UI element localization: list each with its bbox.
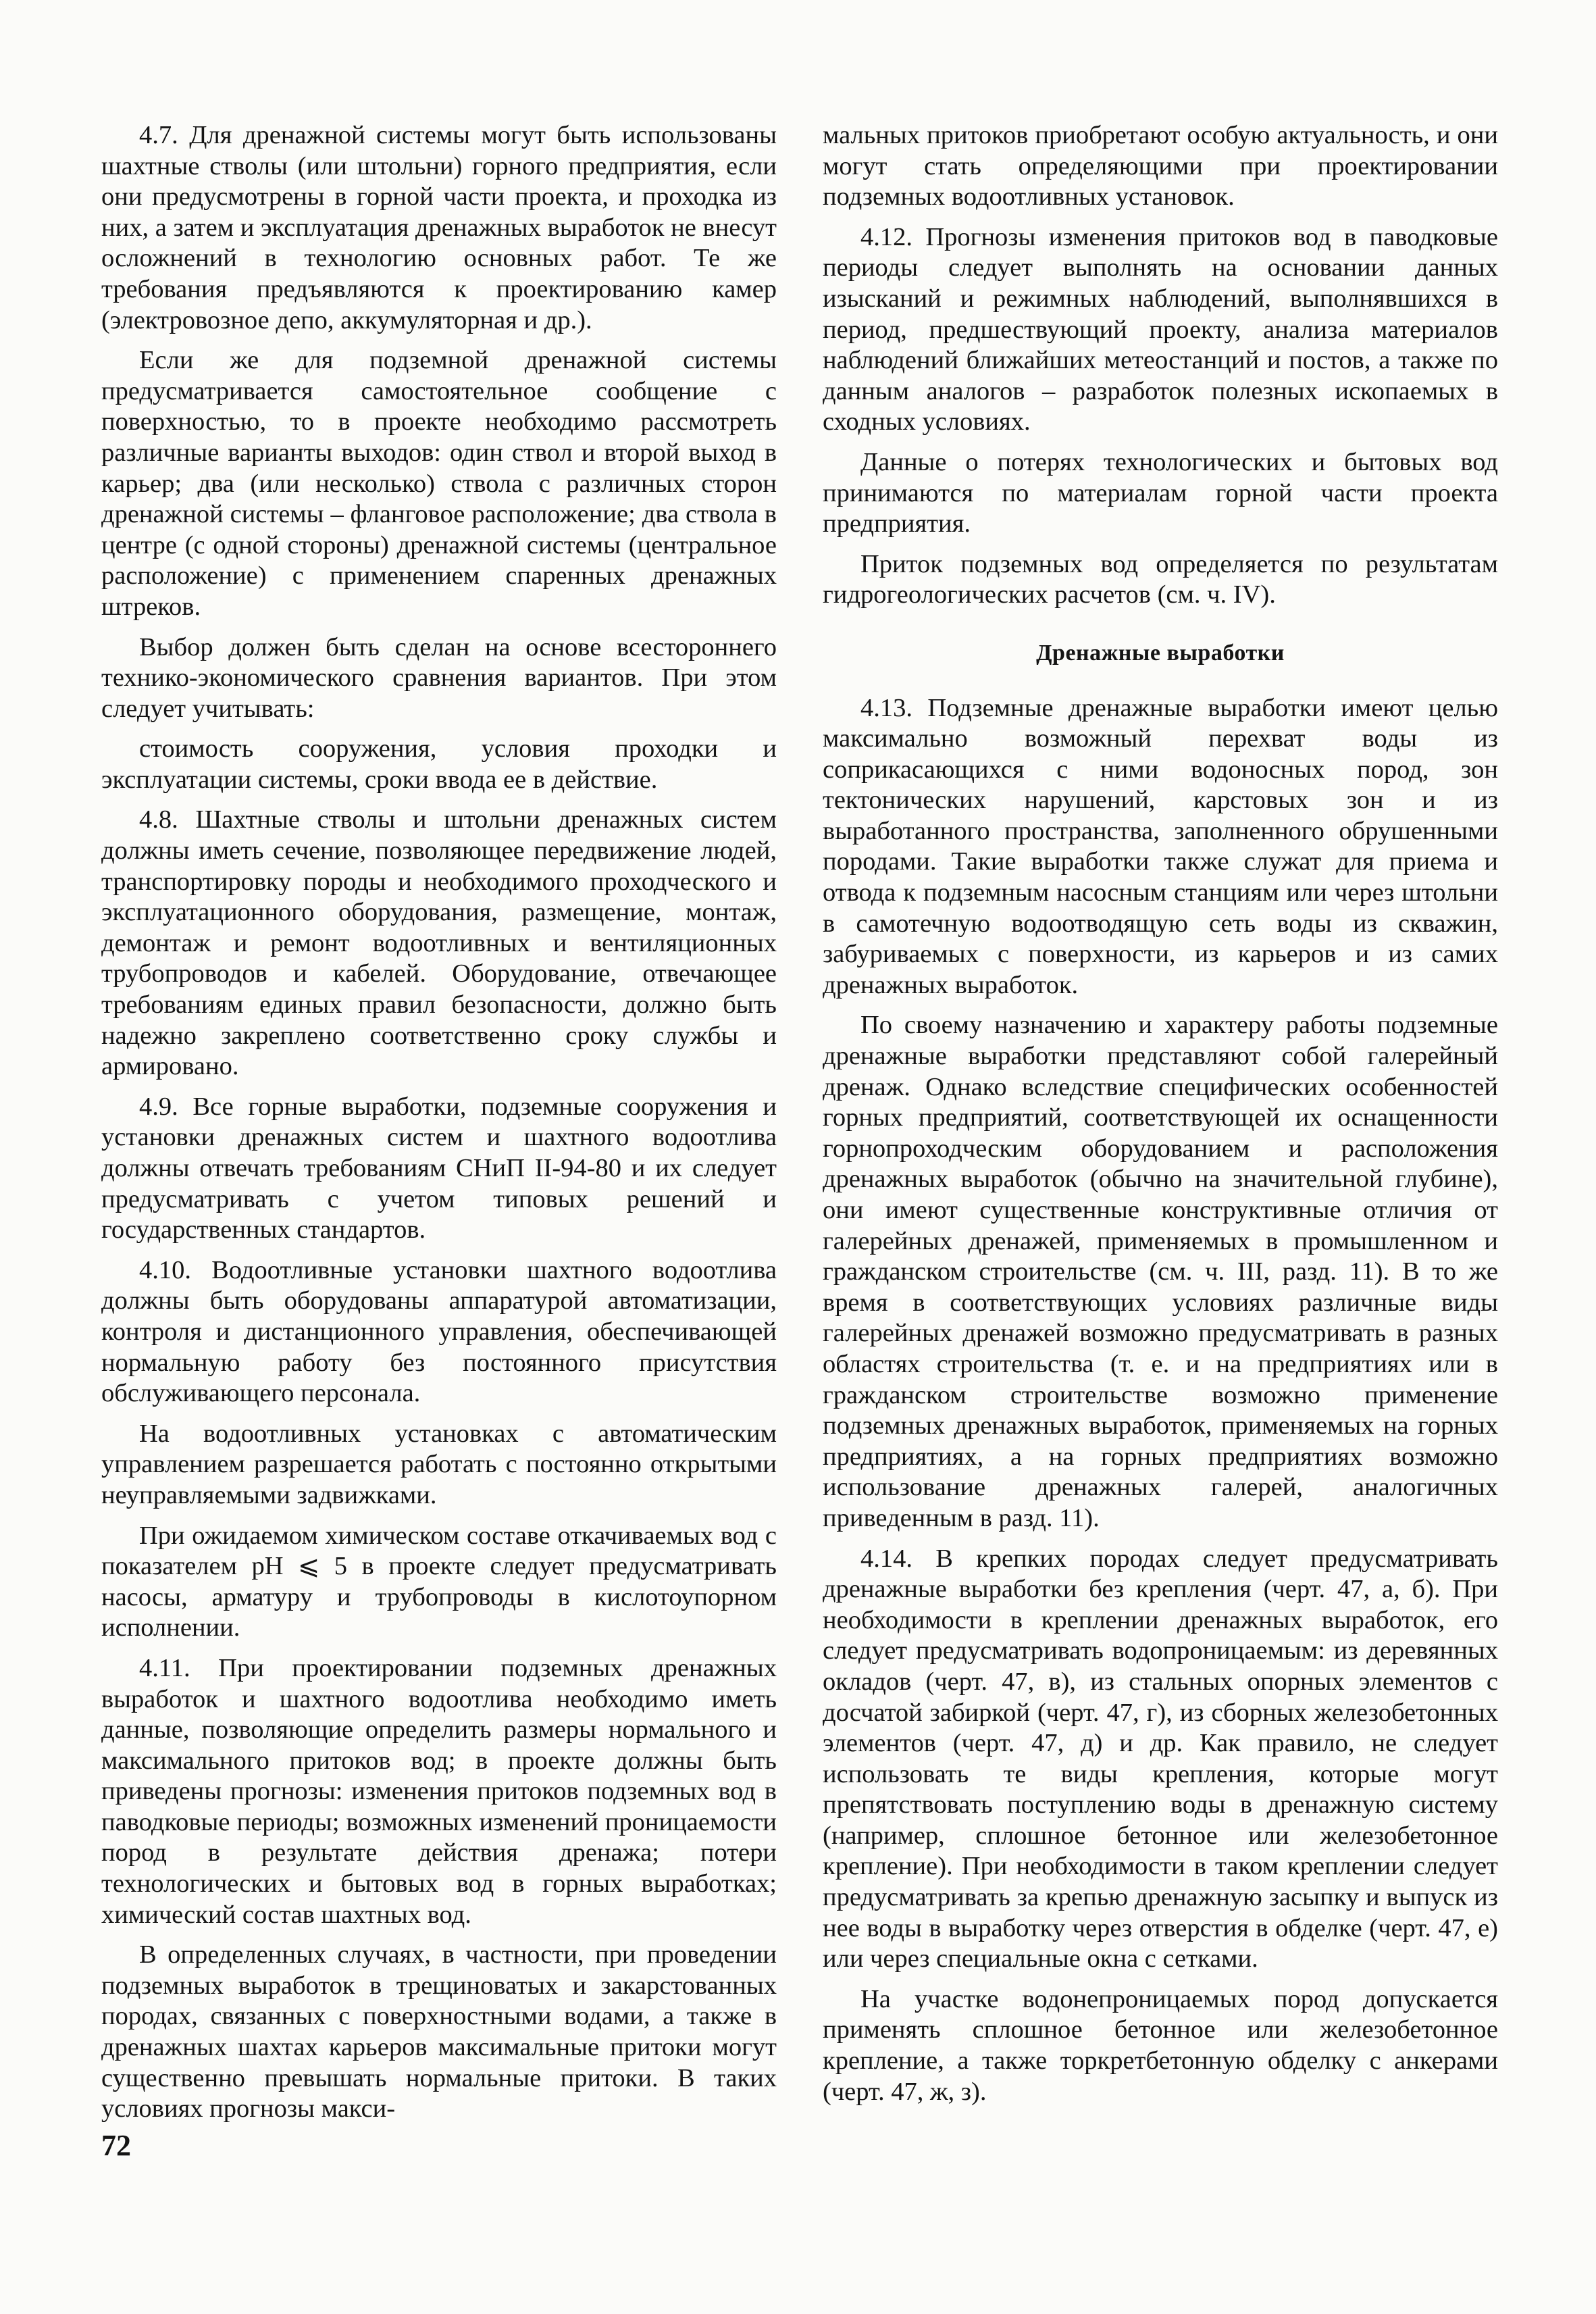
paragraph-4-8: 4.8. Шахтные стволы и штольни дренажных систем должны иметь сечение, позволяющее передвижение людей, транспортировку породы и необходимого проходческого и эксплуатационного оборудования, размещение, монтаж, демонтаж и ремонт водоотливных и вентиляционных трубопроводов и кабелей. Оборудование, отвечающее требованиям единых правил безопасности, должно быть надежно закреплено соответственно сроку службы и армировано. [101, 805, 777, 1081]
paragraph-continued: мальных притоков приобретают особую актуальность, и они могут стать определяющими при проектировании подземных водоотливных установок. [823, 121, 1498, 211]
paragraph: На водоотливных установках с автоматическим управлением разрешается работать с постоянно открытыми неуправляемыми задвижками. [101, 1419, 777, 1509]
paragraph: Данные о потерях технологических и бытовых вод принимаются по материалам горной части проекта предприятия. [823, 447, 1498, 538]
paragraph-4-12: 4.12. Прогнозы изменения притоков вод в паводковые периоды следует выполнять на основании данных изысканий и режимных наблюдений, выполнявшихся в период, предшествующий проекту, анализа материалов наблюдений ближайших метеостанций и постов, а также по данным аналогов – разработок полезных ископаемых в сходных условиях. [823, 222, 1498, 436]
paragraph: Выбор должен быть сделан на основе всестороннего технико-экономического сравнения вариантов. При этом следует учитывать: [101, 632, 777, 723]
paragraph: Приток подземных вод определяется по результатам гидрогеологических расчетов (см. ч. IV). [823, 549, 1498, 609]
paragraph-4-10: 4.10. Водоотливные установки шахтного водоотлива должны быть оборудованы аппаратурой автоматизации, контроля и дистанционного управления, обеспечивающей нормальную работу без постоянного присутствия обслуживающего персонала. [101, 1255, 777, 1408]
paragraph: При ожидаемом химическом составе откачиваемых вод с показателем pH ⩽ 5 в проекте следует предусматривать насосы, арматуру и трубопроводы в кислотоупорном исполнении. [101, 1521, 777, 1642]
paragraph-4-13: 4.13. Подземные дренажные выработки имеют целью максимально возможный перехват воды из соприкасающихся с ними водоносных пород, зон тектонических нарушений, карстовых зон и из выработанного пространства, заполненного обрушенными породами. Такие выработки также служат для приема и отвода к подземным насосным станциям или через штольни в самотечную водоотводящую сеть воды из скважин, забуриваемых с поверхности, из карьеров и из самих дренажных выработок. [823, 693, 1498, 999]
paragraph-4-9: 4.9. Все горные выработки, подземные сооружения и установки дренажных систем и шахтного водоотлива должны отвечать требованиям СНиП II-94-80 и их следует предусматривать с учетом типовых решений и государственных стандартов. [101, 1092, 777, 1244]
section-heading: Дренажные выработки [1036, 640, 1285, 665]
paragraph: На участке водонепроницаемых пород допускается применять сплошное бетонное или железобетонное крепление, а также торкретбетонную обделку с анкерами (черт. 47, ж, з). [823, 1984, 1498, 2106]
paragraph: Если же для подземной дренажной системы предусматривается самостоятельное сообщение с поверхностью, то в проекте необходимо рассмотреть различные варианты выходов: один ствол и второй выход в карьер; два (или несколько) ствола с различных сторон дренажной системы – фланговое расположение; два ствола в центре (с одной стороны) дренажной системы (центральное расположение) с применением спаренных дренажных штреков. [101, 346, 777, 621]
paragraph: В определенных случаях, в частности, при проведении подземных выработок в трещиноватых и закарстованных породах, связанных с поверхностными водами, а также в дренажных шахтах карьеров максимальные притоки могут существенно превышать нормальные притоки. В таких условиях прогнозы макси- [101, 1940, 777, 2123]
right-column [823, 120, 1498, 2117]
page-number: 72 [101, 2129, 131, 2162]
paragraph-4-7: 4.7. Для дренажной системы могут быть использованы шахтные стволы (или штольни) горного предприятия, если они предусмотрены в горной части проекта, и проходка из них, а затем и эксплуатация дренажных выработок не внесут осложнений в технологию основных работ. Те же требования предъявляются к проектированию камер (электровозное депо, аккумуляторная и др.). [101, 121, 777, 334]
paragraph: стоимость сооружения, условия проходки и эксплуатации системы, сроки ввода ее в действие. [101, 734, 777, 794]
paragraph-4-14: 4.14. В крепких породах следует предусматривать дренажные выработки без крепления (черт. 47, а, б). При необходимости в креплении дренажных выработок, его следует предусматривать водопроницаемым: из деревянных окладов (черт. 47, в), из стальных опорных элементов с досчатой забиркой (черт. 47, г), из сборных железобетонных элементов (черт. 47, д) и др. Как правило, не следует использовать те виды крепления, которые могут препятствовать поступлению воды в дренажную систему (например, сплошное бетонное или железобетонное крепление). При необходимости в таком креплении следует предусматривать за крепью дренажную засыпку и выпуск из нее воды в выработку через отверстия в обделке (черт. 47, е) или через специальные окна с сетками. [823, 1544, 1498, 1973]
left-column [101, 120, 777, 2134]
paragraph: По своему назначению и характеру работы подземные дренажные выработки представляют собой галерейный дренаж. Однако вследствие специфических особенностей горных предприятий, соответствующей их оснащенности горнопроходческим оборудованием и расположения дренажных выработок (обычно на значительной глубине), они имеют существенные конструктивные отличия от галерейных дренажей, применяемых в промышленном и гражданском строительстве (см. ч. III, разд. 11). В то же время в соответствующих условиях различные виды галерейных дренажей возможно предусматривать в разных областях строительства (т. е. и на предприятиях или в гражданском строительстве возможно применение подземных дренажных выработок, применяемых на горных предприятиях, а на горных предприятиях возможно использование дренажных галерей, аналогичных приведенным в разд. 11). [823, 1011, 1498, 1532]
paragraph-4-11: 4.11. При проектировании подземных дренажных выработок и шахтного водоотлива необходимо иметь данные, позволяющие определить размеры нормального и максимального притоков вод; в проекте должны быть приведены прогнозы: изменения притоков подземных вод в паводковые периоды; возможных изменений проницаемости пород в результате действия дренажа; потери технологических и бытовых вод в горных выработках; химический состав шахтных вод. [101, 1653, 777, 1929]
